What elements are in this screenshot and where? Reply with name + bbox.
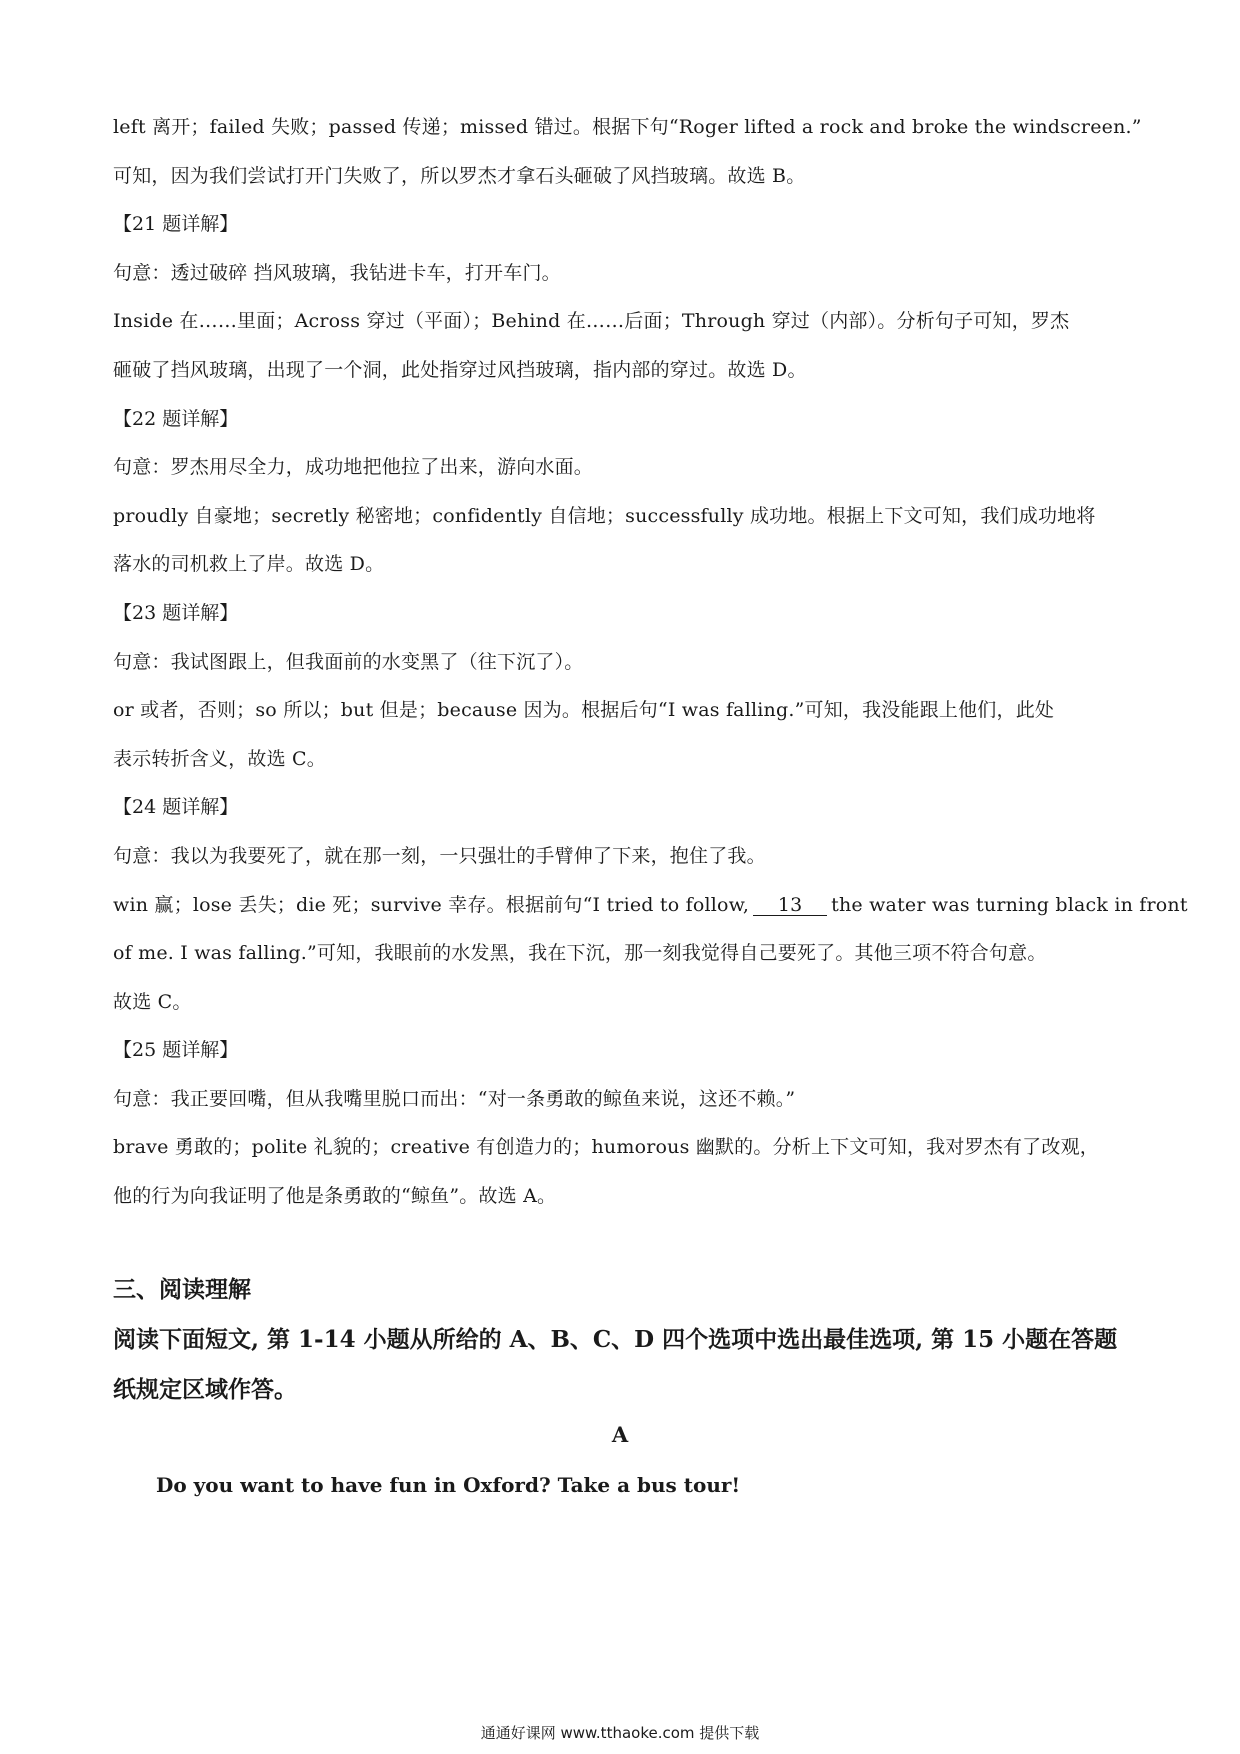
text-line: 句意：我试图跟上，但我面前的水变黑了（往下沉了）。 <box>113 650 584 673</box>
text-line: 句意：透过破碎 挡风玻璃，我钻进卡车，打开车门。 <box>113 261 561 284</box>
text-line: 砸破了挡风玻璃，出现了一个洞，此处指穿过风挡玻璃，指内部的穿过。故选 D。 <box>113 358 807 381</box>
passage-title: Do you want to have fun in Oxford? Take a bus tour! <box>156 1473 741 1497</box>
text-line: left 离开；failed 失败；passed 传递；missed 错过。根据下句“Roger lifted a rock and broke the windscreen.” <box>113 116 1142 138</box>
section-instruction: 阅读下面短文, 第 1-14 小题从所给的 A、B、C、D 四个选项中选出最佳选项, 第 15 小题在答题纸规定区域作答。 <box>113 1326 1118 1403</box>
text-line: 句意：我正要回嘴，但从我嘴里脱口而出：“对一条勇敢的鲸鱼来说，这还不赖。” <box>113 1087 796 1110</box>
text-line-with-blank <box>113 881 1188 930</box>
text-line: 句意：罗杰用尽全力，成功地把他拉了出来，游向水面。 <box>113 456 594 479</box>
question-24-heading: 【24 题详解】 <box>113 796 239 819</box>
text-line: brave 勇敢的；polite 礼貌的；creative 有创造力的；humorous 幽默的。分析上下文可知，我对罗杰有了改观， <box>113 1136 1099 1159</box>
answer-explanations <box>113 103 1188 1221</box>
text-line: Inside 在……里面；Across 穿过（平面）；Behind 在……后面；Through 穿过（内部）。分析句子可知，罗杰 <box>113 310 1070 333</box>
question-22-heading: 【22 题详解】 <box>113 407 239 430</box>
text-line: proudly 自豪地；secretly 秘密地；confidently 自信地；successfully 成功地。根据上下文可知，我们成功地将 <box>113 504 1096 527</box>
text-line: 他的行为向我证明了他是条勇敢的“鲸鱼”。故选 A。 <box>113 1185 557 1208</box>
line-text-after-blank: the water was turning black in front <box>831 893 1188 916</box>
section-title: 三、阅读理解 <box>113 1276 251 1303</box>
text-line: 落水的司机救上了岸。故选 D。 <box>113 553 385 576</box>
text-line: 可知，因为我们尝试打开门失败了，所以罗杰才拿石头砸破了风挡玻璃。故选 B。 <box>113 164 806 187</box>
question-25-heading: 【25 题详解】 <box>113 1039 239 1062</box>
page-footer: 通通好课网 www.tthaoke.com 提供下载 <box>480 1724 760 1742</box>
text-line: 句意：我以为我要死了，就在那一刻，一只强壮的手臂伸了下来，抱住了我。 <box>113 844 766 867</box>
question-23-heading: 【23 题详解】 <box>113 601 239 624</box>
fill-in-blank: 13 <box>753 895 827 916</box>
text-line: of me. I was falling.”可知，我眼前的水发黑，我在下沉，那一刻我觉得自己要死了。其他三项不符合句意。 <box>113 942 1047 965</box>
line-text-before-blank: win 赢；lose 丢失；die 死；survive 幸存。根据前句“I tried to follow, <box>113 893 750 916</box>
passage-label: A <box>611 1422 629 1447</box>
text-line: or 或者，否则；so 所以；but 但是；because 因为。根据后句“I was falling.”可知，我没能跟上他们，此处 <box>113 699 1055 722</box>
text-line: 故选 C。 <box>113 990 192 1013</box>
question-21-heading: 【21 题详解】 <box>113 213 239 236</box>
text-line: 表示转折含义，故选 C。 <box>113 747 326 770</box>
